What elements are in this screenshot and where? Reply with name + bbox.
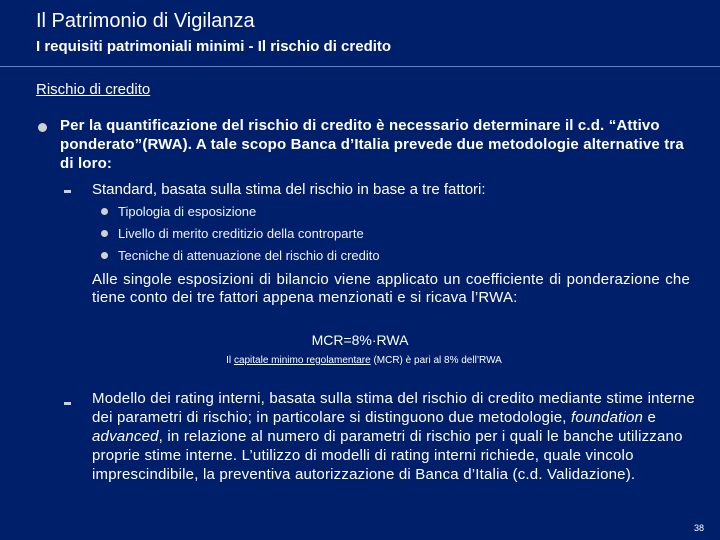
note-suffix: (MCR) è pari al 8% dell’RWA: [370, 355, 502, 366]
factor-item: Tipologia di esposizione: [118, 204, 257, 219]
irb-text-part: Modello dei rating interni, basata sulla stima del rischio di credito mediante stime interne dei parametri di rischio; in particolare si distinguono due metodologie,: [92, 390, 695, 426]
mcr-note: [0, 355, 720, 367]
bullet-dash-icon: [64, 190, 71, 193]
slide-title: Il Patrimonio di Vigilanza: [36, 10, 255, 32]
page-number: 38: [693, 523, 704, 533]
note-prefix: Il: [226, 355, 234, 366]
weighting-paragraph: Alle singole esposizioni di bilancio viene applicato un coefficiente di ponderazione che tiene conto dei tre fattori appena menzionati e si ricava l’RWA:: [92, 271, 690, 306]
bullet-dash-icon: [64, 402, 71, 405]
factor-bullet-icon: [101, 230, 108, 237]
factor-item: Livello di merito creditizio della controparte: [118, 226, 364, 241]
section-heading: Rischio di credito: [36, 81, 151, 98]
irb-text-part: e: [643, 409, 657, 426]
irb-method-text: [92, 389, 696, 484]
mcr-formula: MCR=8%·RWA: [311, 332, 409, 348]
irb-foundation-term: foundation: [571, 409, 644, 426]
standard-method-text: Standard, basata sulla stima del rischio in base a tre fattori:: [92, 181, 486, 198]
factor-bullet-icon: [101, 208, 108, 215]
irb-advanced-term: advanced: [92, 428, 159, 445]
factor-bullet-icon: [101, 252, 108, 259]
irb-text-part: , in relazione al numero di parametri di rischio per i quali le banche utilizzano proprie stime interne. L’utilizzo di modelli di rating interni richiede, quale vincolo imprescindibile, la preventiva autorizzazione di Banca d’Italia (c.d. Validazione).: [92, 428, 683, 483]
note-underlined-term: capitale minimo regolamentare: [233, 355, 371, 366]
factor-item: Tecniche di attenuazione del rischio di credito: [118, 248, 380, 263]
header-divider: [0, 66, 720, 67]
bullet-intro-text: Per la quantificazione del rischio di credito è necessario determinare il c.d. “Attivo ponderato”(RWA). A tale scopo Banca d’Italia prevede due metodologie alternative tra di loro:: [60, 117, 684, 172]
bullet-dot-icon: [38, 123, 47, 132]
slide-subtitle: I requisiti patrimoniali minimi - Il rischio di credito: [36, 38, 392, 55]
